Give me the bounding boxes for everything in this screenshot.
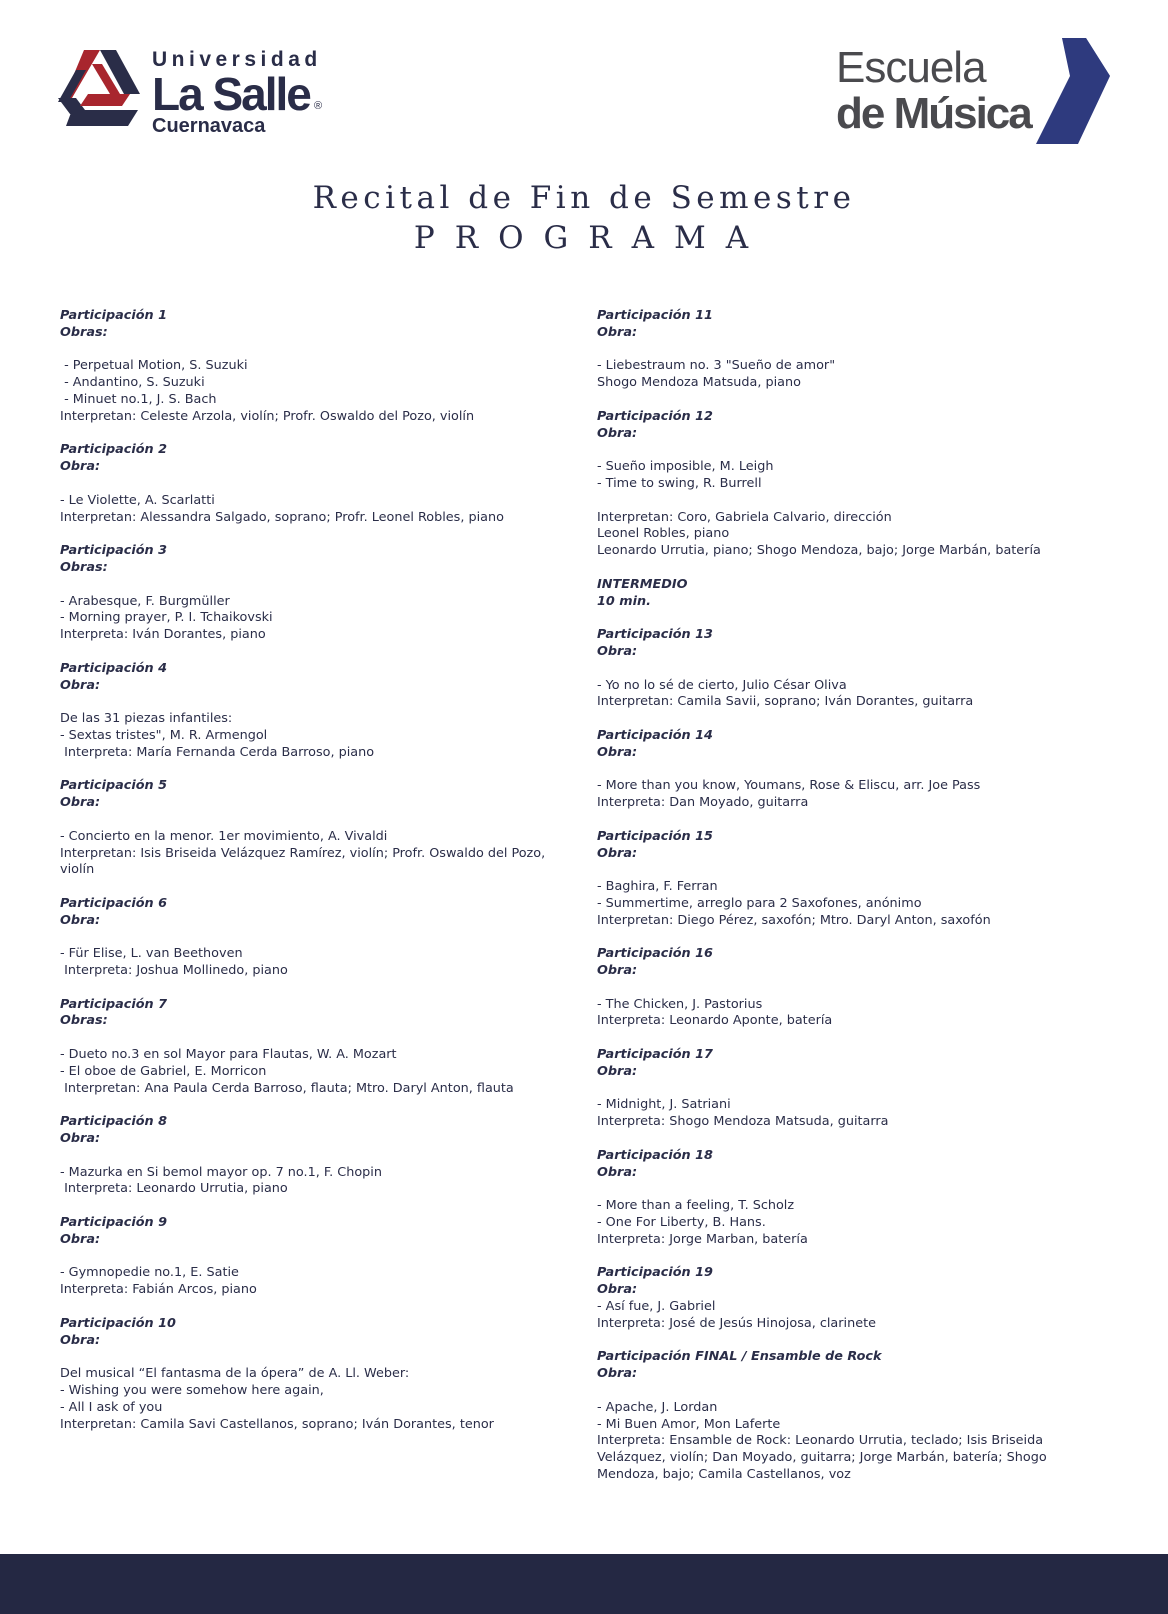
entry-line: De las 31 piezas infantiles: [60, 711, 233, 727]
program-entry [597, 728, 1107, 812]
footer-bar [0, 1554, 1168, 1614]
spacer [60, 929, 580, 946]
entry-title: Participación 2 [60, 442, 168, 458]
entry-line: Interpreta: Dan Moyado, guitarra [597, 795, 809, 811]
entry-title: Participación 17 [597, 1047, 713, 1063]
entry-line: - More than you know, Youmans, Rose & Eliscu, arr. Joe Pass [597, 778, 981, 794]
entry-title: Participación 15 [597, 828, 713, 844]
entry-line: - Morning prayer, P. I. Tchaikovski [60, 610, 273, 626]
entry-line: Interpreta: Shogo Mendoza Matsuda, guitarra [597, 1114, 889, 1130]
spacer [597, 1181, 1107, 1198]
entry-subtitle: Obra: [60, 795, 101, 811]
spacer [597, 862, 1107, 879]
entry-line: - Sueño imposible, M. Leigh [597, 459, 774, 475]
spacer [60, 476, 580, 493]
spacer [597, 1383, 1107, 1400]
entry-subtitle: Obra: [597, 845, 638, 861]
page-subtitle: PROGRAMA [413, 220, 769, 256]
entry-line: - Gymnopedie no.1, E. Satie [60, 1265, 239, 1281]
entry-line: Interpretan: Coro, Gabriela Calvario, dirección [597, 509, 892, 525]
entry-line: - Summertime, arreglo para 2 Saxofones, anónimo [597, 895, 922, 911]
entry-title: Participación 19 [597, 1265, 713, 1281]
entry-line: Del musical “El fantasma de la ópera” de A. Ll. Weber: [60, 1366, 410, 1382]
entry-line: - Wishing you were somehow here again, [60, 1383, 324, 1398]
chevron-right-icon [1036, 38, 1112, 146]
entry-line: Interpretan: Alessandra Salgado, soprano; Profr. Leonel Robles, piano [60, 509, 504, 525]
spacer [60, 1349, 580, 1366]
logo-line-cuernavaca: Cuernavaca [152, 115, 266, 137]
entry-line: - Liebestraum no. 3 "Sueño de amor" [597, 358, 836, 374]
entry-title: Participación 7 [60, 996, 168, 1012]
program-entry [60, 1114, 580, 1198]
spacer [60, 1249, 580, 1266]
entry-subtitle: Obra: [60, 1231, 101, 1247]
entry-line: Interpretan: Diego Pérez, saxofón; Mtro. Daryl Anton, saxofón [597, 912, 991, 928]
program-entry [597, 308, 1107, 392]
entry-subtitle: Obra: [597, 1063, 638, 1079]
spacer [597, 342, 1107, 359]
entry-line: Interpreta: María Fernanda Cerda Barroso, piano [60, 744, 375, 760]
entry-line: Interpreta: José de Jesús Hinojosa, clarinete [597, 1315, 876, 1331]
spacer [597, 980, 1107, 997]
universidad-la-salle-logo [58, 48, 338, 140]
program-column-right [597, 308, 1107, 1501]
program-entry [597, 1265, 1107, 1332]
program-entry [597, 409, 1107, 560]
entry-line: - Mazurka en Si bemol mayor op. 7 no.1, F. Chopin [60, 1164, 382, 1180]
entry-line: Interpreta: Leonardo Urrutia, piano [60, 1181, 288, 1197]
spacer [60, 342, 580, 359]
entry-line: - Midnight, J. Satriani [597, 1097, 731, 1113]
entry-subtitle: Obra: [597, 1366, 638, 1382]
entry-line: - El oboe de Gabriel, E. Morricon [60, 1063, 267, 1079]
entry-line: - Sextas tristes", M. R. Armengol [60, 727, 268, 743]
program-entry [597, 1349, 1107, 1483]
entry-line: Interpretan: Ana Paula Cerda Barroso, flauta; Mtro. Daryl Anton, flauta [60, 1080, 514, 1096]
spacer [60, 812, 580, 829]
entry-title: Participación 6 [60, 895, 168, 911]
entry-title: Participación 9 [60, 1215, 168, 1231]
entry-line: Interpreta: Iván Dorantes, piano [60, 627, 266, 643]
entry-line: - Andantino, S. Suzuki [60, 375, 205, 391]
entry-subtitle: Obra: [597, 643, 638, 659]
entry-line: - One For Liberty, B. Hans. [597, 1215, 766, 1231]
logo-line-la-salle: La Salle [152, 68, 310, 120]
entry-line: Interpretan: Camila Savi Castellanos, soprano; Iván Dorantes, tenor [60, 1416, 494, 1432]
spacer [597, 1081, 1107, 1098]
entry-line: - Baghira, F. Ferran [597, 879, 718, 895]
entry-line [597, 493, 1107, 510]
entry-title: Participación FINAL / Ensamble de Rock [597, 1349, 882, 1365]
program-entry [60, 308, 580, 426]
spacer [597, 762, 1107, 779]
entry-line: - Apache, J. Lordan [597, 1399, 718, 1415]
la-salle-emblem-icon [58, 50, 144, 130]
program-entry [60, 543, 580, 644]
entry-subtitle: Obras: [60, 559, 108, 575]
spacer [597, 442, 1107, 459]
program-entry [60, 896, 580, 980]
entry-subtitle: Obra: [597, 744, 638, 760]
entry-title: Participación 14 [597, 727, 713, 743]
entry-title: Participación 1 [60, 308, 168, 323]
entry-line: - All I ask of you [60, 1399, 163, 1415]
entry-line: Interpreta: Joshua Mollinedo, piano [60, 963, 288, 979]
entry-line: - Yo no lo sé de cierto, Julio César Oliva [597, 677, 847, 693]
entry-subtitle: Obra: [60, 459, 101, 475]
program-entry [597, 1047, 1107, 1131]
entry-title: Participación 18 [597, 1147, 713, 1163]
entry-title: Participación 4 [60, 660, 168, 676]
entry-line: - Así fue, J. Gabriel [597, 1299, 716, 1315]
program-entry [597, 577, 1107, 611]
entry-line: Interpretan: Celeste Arzola, violín; Profr. Oswaldo del Pozo, violín [60, 408, 475, 424]
la-salle-wordmark [152, 48, 322, 136]
entry-title: Participación 11 [597, 308, 713, 323]
entry-line: Interpreta: Ensamble de Rock: Leonardo Urrutia, teclado; Isis Briseida Velázquez, violín; Dan Moyado, guitarra; Jorge Marbán, batería; Shogo Mendoza, bajo; Camila Castellanos, voz [597, 1433, 1051, 1482]
entry-line: Interpreta: Jorge Marban, batería [597, 1231, 808, 1247]
program-entry [60, 997, 580, 1098]
entry-line: - Dueto no.3 en sol Mayor para Flautas, W. A. Mozart [60, 1047, 397, 1063]
entry-line: - Arabesque, F. Burgmüller [60, 593, 230, 609]
entry-line: - Minuet no.1, J. S. Bach [60, 391, 217, 407]
entry-title: INTERMEDIO [597, 576, 688, 592]
logo-line-escuela: Escuela [836, 43, 986, 92]
program-entry [60, 778, 580, 879]
logo-line-de-musica: de Música [836, 89, 1031, 138]
program-header [0, 178, 1168, 258]
entry-subtitle: Obra: [597, 1282, 638, 1298]
entry-subtitle: 10 min. [597, 593, 651, 609]
entry-line: - More than a feeling, T. Scholz [597, 1198, 795, 1214]
entry-line: - Für Elise, L. van Beethoven [60, 946, 243, 962]
entry-subtitle: Obra: [60, 1332, 101, 1348]
spacer [60, 1148, 580, 1165]
entry-subtitle: Obra: [60, 912, 101, 928]
program-entry [597, 1148, 1107, 1249]
program-entry [60, 1215, 580, 1299]
page-title: Recital de Fin de Semestre [312, 180, 856, 216]
entry-line: - Perpetual Motion, S. Suzuki [60, 358, 248, 374]
entry-line: Shogo Mendoza Matsuda, piano [597, 375, 801, 391]
entry-title: Participación 10 [60, 1315, 176, 1331]
program-entry [597, 946, 1107, 1030]
entry-subtitle: Obra: [597, 1164, 638, 1180]
entry-subtitle: Obra: [597, 963, 638, 979]
entry-title: Participación 3 [60, 543, 168, 559]
entry-line: - Mi Buen Amor, Mon Laferte [597, 1416, 781, 1432]
spacer [60, 694, 580, 711]
entry-line: - Time to swing, R. Burrell [597, 475, 762, 491]
entry-line: - The Chicken, J. Pastorius [597, 996, 763, 1012]
entry-line: - Le Violette, A. Scarlatti [60, 492, 215, 508]
escuela-wordmark [836, 43, 1031, 138]
entry-title: Participación 16 [597, 946, 713, 962]
spacer [60, 1030, 580, 1047]
entry-line: - Concierto en la menor. 1er movimiento, A. Vivaldi [60, 828, 388, 844]
entry-line: Interpretan: Camila Savii, soprano; Iván Dorantes, guitarra [597, 694, 974, 710]
program-entry [60, 1316, 580, 1434]
program-column-left [60, 308, 580, 1450]
spacer [60, 577, 580, 594]
program-entry [597, 829, 1107, 930]
spacer [597, 661, 1107, 678]
entry-title: Participación 12 [597, 408, 713, 424]
entry-title: Participación 8 [60, 1114, 168, 1130]
entry-line: Interpreta: Leonardo Aponte, batería [597, 1013, 833, 1029]
entry-subtitle: Obras: [60, 324, 108, 340]
entry-title: Participación 5 [60, 778, 168, 794]
entry-subtitle: Obras: [60, 1013, 108, 1029]
registered-mark: ® [314, 100, 323, 112]
program-entry [597, 627, 1107, 711]
entry-line: Leonel Robles, piano [597, 526, 730, 542]
entry-subtitle: Obra: [597, 324, 638, 340]
logo-line-universidad: Universidad [152, 48, 322, 71]
entry-subtitle: Obra: [597, 425, 638, 441]
entry-line: Leonardo Urrutia, piano; Shogo Mendoza, bajo; Jorge Marbán, batería [597, 543, 1041, 559]
entry-subtitle: Obra: [60, 1131, 101, 1147]
entry-line: Interpretan: Isis Briseida Velázquez Ramírez, violín; Profr. Oswaldo del Pozo, violín [60, 845, 550, 878]
program-entry [60, 661, 580, 762]
escuela-de-musica-logo [836, 38, 1116, 148]
entry-subtitle: Obra: [60, 677, 101, 693]
entry-title: Participación 13 [597, 627, 713, 643]
program-entry [60, 442, 580, 526]
entry-line: Interpreta: Fabián Arcos, piano [60, 1282, 257, 1298]
